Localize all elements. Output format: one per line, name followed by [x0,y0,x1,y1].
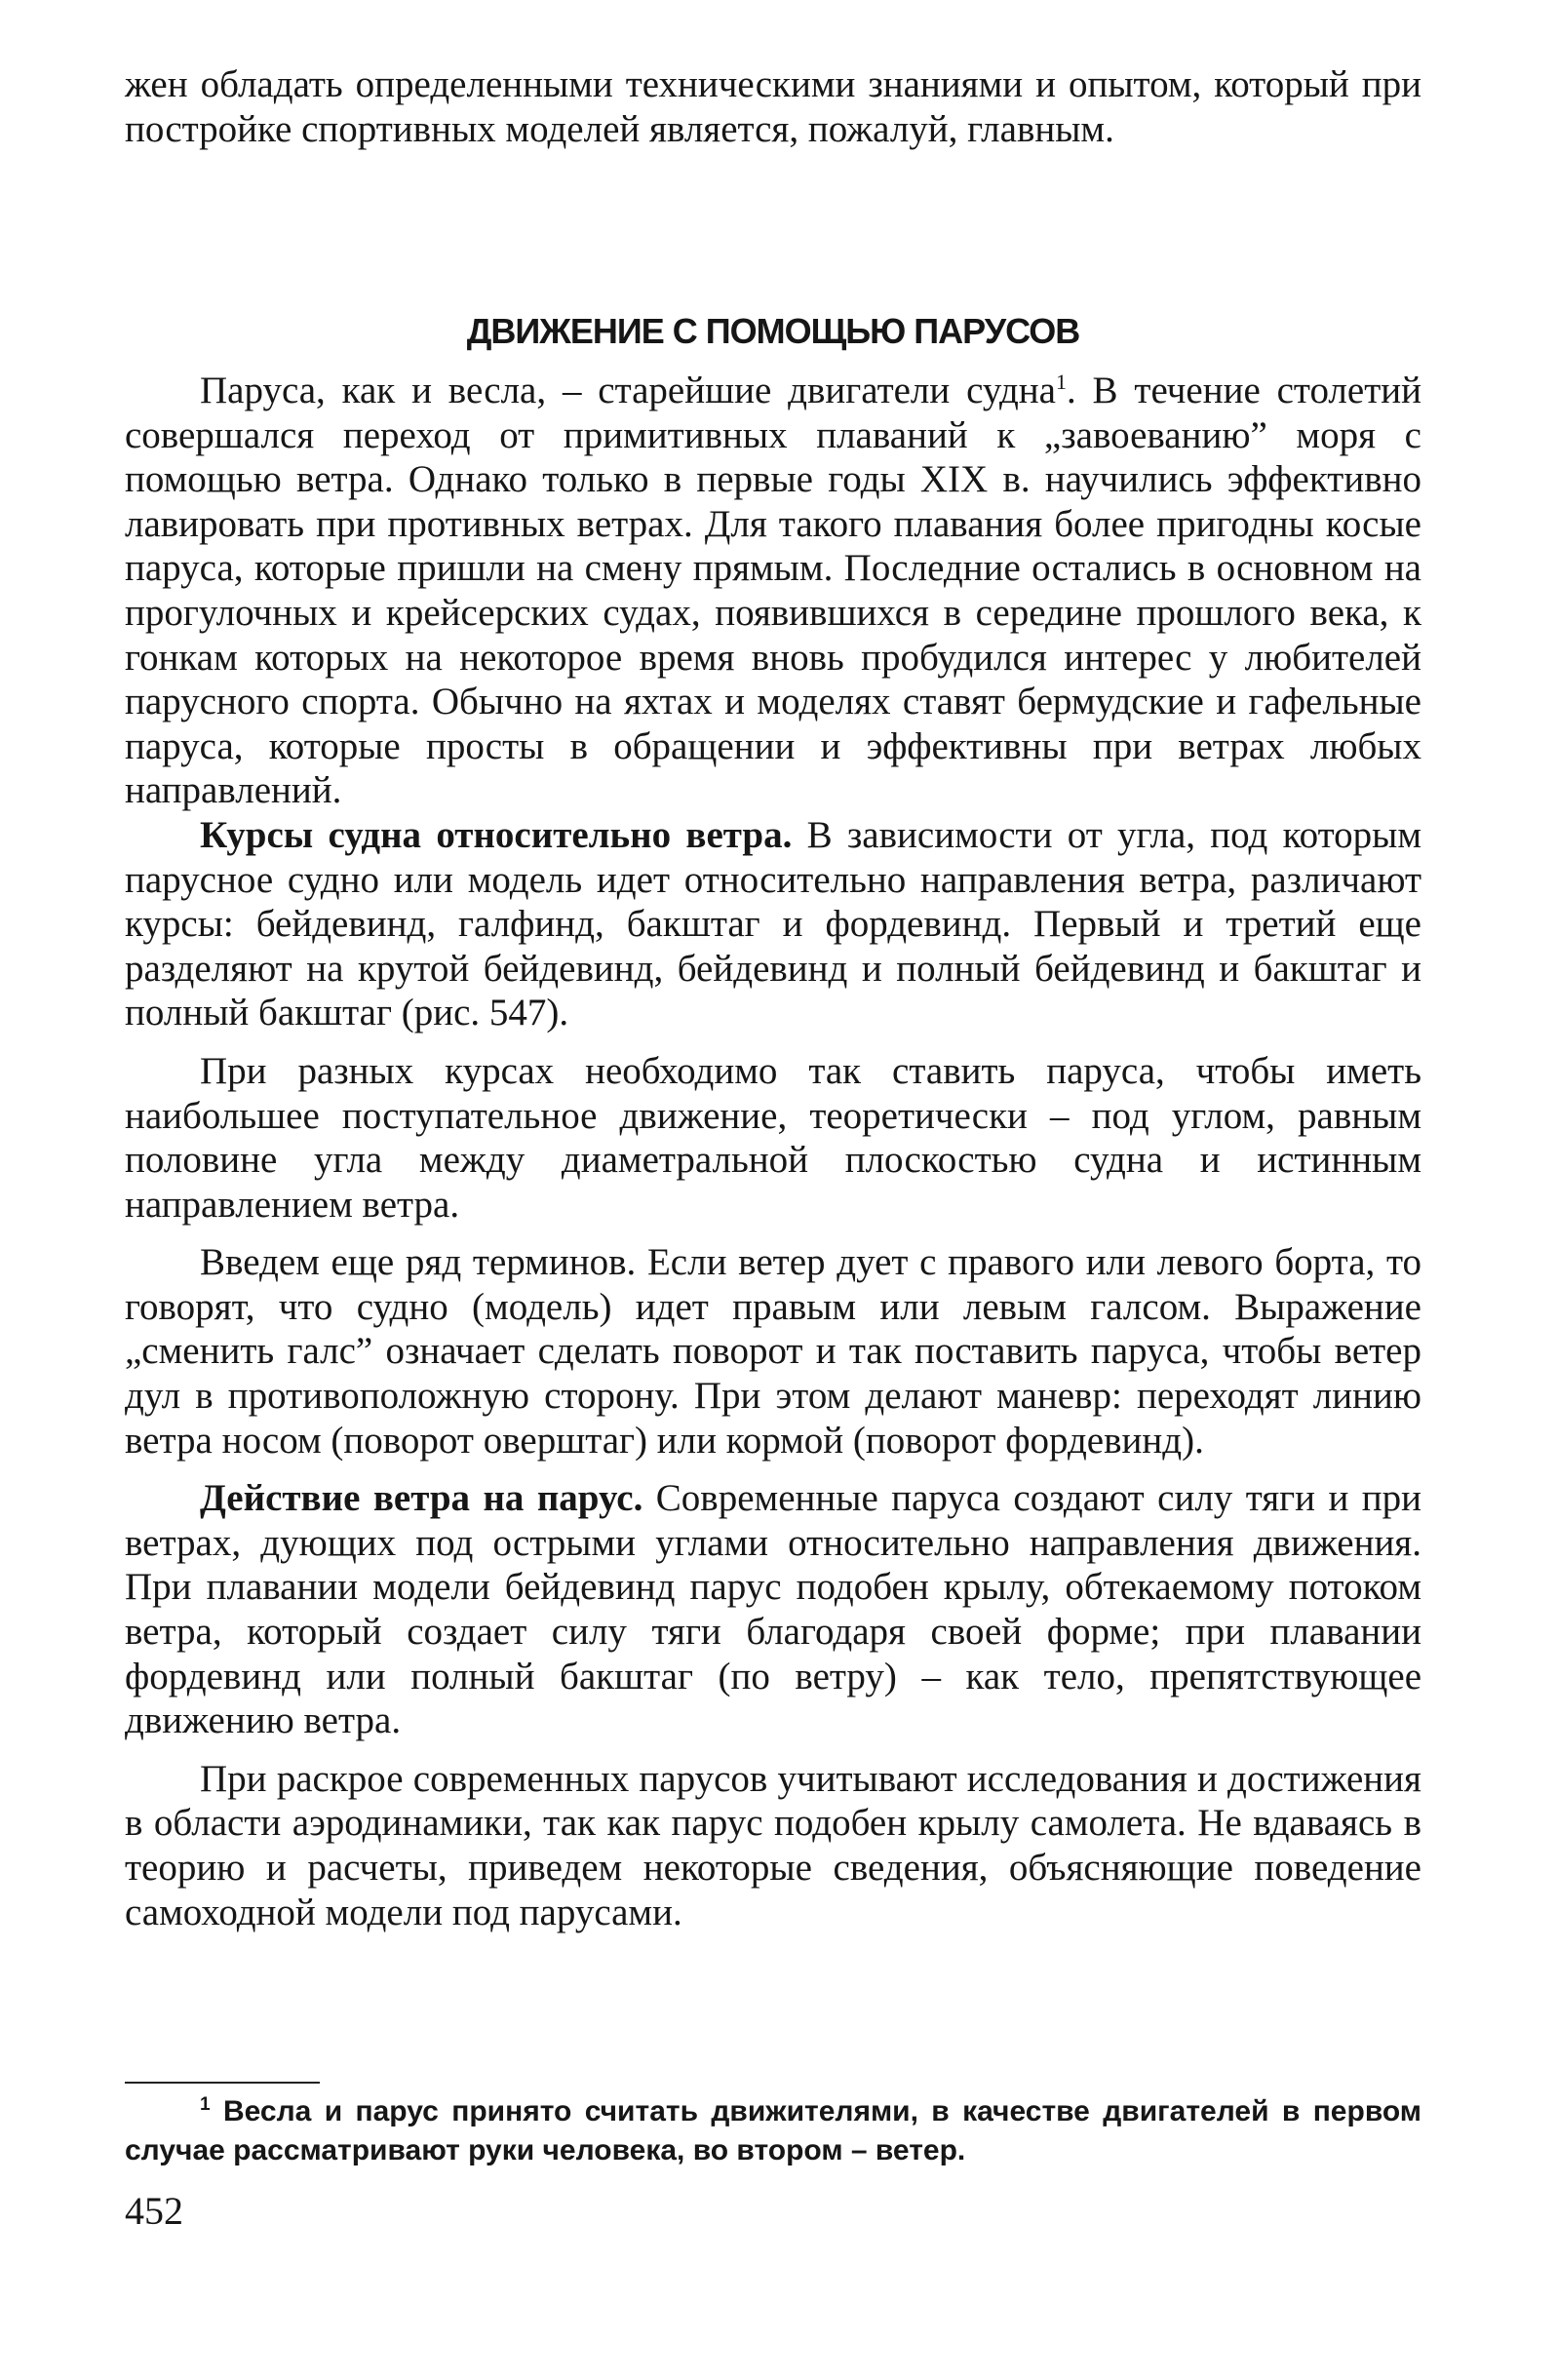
paragraph-courses [125,813,1421,1035]
paragraph-sails-history [125,369,1421,813]
paragraph-text: В зависимости от угла, под которым парусное судно или модель идет относительно направления ветра, различают курсы: бейдевинд, галфинд, бакштаг и фордевинд. Первый и третий еще разделяют на крутой бейдевинд, бейдевинд и полный бейдевинд и бакштаг и полный бакштаг (рис. 547). [125,813,1422,1034]
main-text-block [125,369,1421,1934]
intro-paragraph: жен обладать определенными техническими знаниями и опытом, который при постройке спортивных моделей является, пожалуй, главным. [125,63,1421,150]
paragraph-sail-setting: При разных курсах необходимо так ставить паруса, чтобы иметь наибольшее поступательное движение, теоретически – под углом, равным половине угла между диаметральной плоскостью судна и истинным направлением ветра. [125,1049,1421,1226]
intro-text-block [125,62,1421,151]
footnote-marker: 1 [200,2094,211,2115]
page-number: 452 [125,2189,183,2233]
paragraph-text: Паруса, как и весла, – старейшие двигатели судна [200,370,1056,411]
run-in-heading-courses: Курсы судна относительно ветра. [200,813,793,856]
footnote-divider [125,2082,320,2084]
run-in-heading-wind-action: Действие ветра на парус. [200,1477,643,1520]
paragraph-aerodynamics: При раскрое современных парусов учитывают исследования и достижения в области аэродинамики, так как парус подобен крылу самолета. Не вдаваясь в теорию и расчеты, приведем некоторые сведения, объясняющие поведение самоходной модели под парусами. [125,1757,1421,1933]
section-title: ДВИЖЕНИЕ С ПОМОЩЬЮ ПАРУСОВ [466,311,1080,351]
footnote-reference: 1 [1055,370,1067,394]
paragraph-wind-action [125,1476,1421,1743]
paragraph-text: . В течение столетий совершался переход от примитивных плаваний к „завоеванию” моря с помощью ветра. Однако только в первые годы XIX в. научились эффективно лавировать при противных ветрах. Для такого плавания более пригодны косые паруса, которые пришли на смену прямым. Последние остались в основном на прогулочных и крейсерских судах, появившихся в середине прошлого века, к гонкам которых на некоторое время вновь пробудился интерес у любителей парусного спорта. Обычно на яхтах и моделях ставят бермудские и гафельные паруса, которые просты в обращении и эффективны при ветрах любых направлений. [125,370,1421,812]
paragraph-terms: Введем еще ряд терминов. Если ветер дует с правого или левого борта, то говорят, что судно (модель) идет правым или левым галсом. Выражение „сменить галс” означает сделать поворот и так поставить паруса, чтобы ветер дул в противоположную сторону. При этом делают маневр: переходят линию ветра носом (поворот оверштаг) или кормой (поворот фордевинд). [125,1241,1421,1462]
footnote [125,2092,1421,2170]
paragraph-text: Современные паруса создают силу тяги и при ветрах, дующих под острыми углами относительно направления движения. При плавании модели бейдевинд парус подобен крылу, обтекаемому потоком ветра, который создает силу тяги благодаря своей форме; при плавании фордевинд или полный бакштаг (по ветру) – как тело, препятствующее движению ветра. [125,1477,1422,1742]
footnote-text: Весла и парус принято считать движителями, в качестве двигателей в первом случае рассматривают руки человека, во втором – ветер. [125,2095,1421,2166]
